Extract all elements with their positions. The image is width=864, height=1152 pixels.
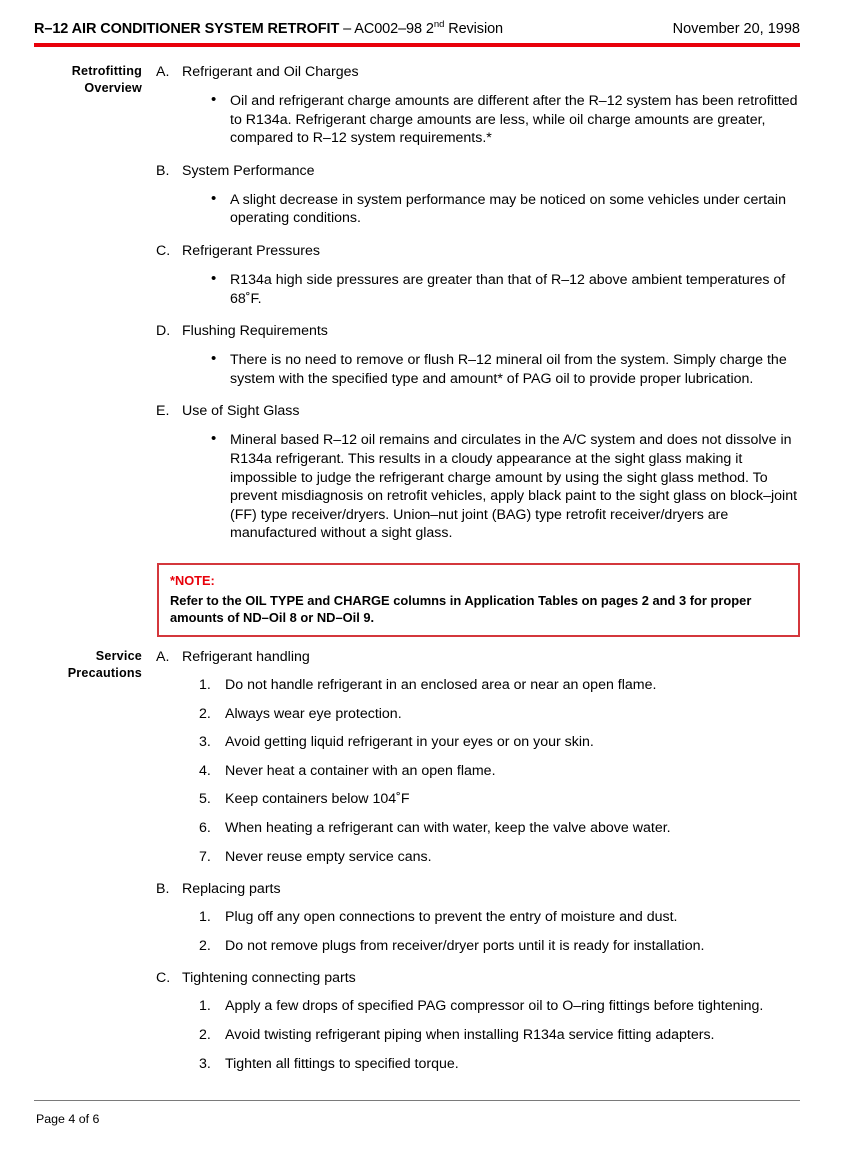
item-marker: A.	[156, 649, 170, 665]
step-text: Do not handle refrigerant in an enclosed area or near an open flame.	[225, 677, 657, 693]
footer-page-number: Page 4 of 6	[36, 1112, 100, 1126]
step-number: 4.	[199, 762, 211, 779]
header-document-number-post: Revision	[444, 21, 504, 37]
numbered-step	[199, 819, 804, 838]
margin-label-line-1: Service	[95, 649, 142, 663]
margin-label-line-2: Precautions	[67, 665, 142, 680]
step-text: Do not remove plugs from receiver/dryer ports until it is ready for installation.	[225, 937, 705, 954]
numbered-step	[199, 908, 804, 927]
step-text: Avoid twisting refrigerant piping when installing R134a service fitting adapters.	[225, 1026, 715, 1043]
step-text: Plug off any open connections to prevent the entry of moisture and dust.	[225, 909, 678, 926]
step-number: 1.	[199, 677, 211, 693]
numbered-step	[199, 762, 804, 781]
step-number: 6.	[199, 819, 211, 836]
list-item-d	[156, 322, 804, 340]
step-number: 1.	[199, 909, 211, 926]
step-number: 2.	[199, 937, 211, 954]
numbered-step	[199, 997, 804, 1016]
step-text: When heating a refrigerant can with water, keep the valve above water.	[225, 819, 671, 836]
step-text: Avoid getting liquid refrigerant in your eyes or on your skin.	[225, 734, 594, 751]
item-marker: C.	[156, 970, 171, 987]
list-item-b	[156, 162, 804, 180]
item-title: Refrigerant Pressures	[182, 242, 320, 259]
list-item-a	[156, 63, 804, 81]
numbered-step	[199, 937, 804, 956]
margin-label-line-1: Retrofitting	[71, 64, 142, 78]
header-ordinal-suffix: nd	[433, 19, 445, 31]
numbered-step	[199, 705, 804, 724]
numbered-step	[199, 790, 804, 809]
step-text: Always wear eye protection.	[225, 705, 402, 722]
bullet-text: Mineral based R–12 oil remains and circulates in the A/C system and does not dissolve in R134a refrigerant. This results in a cloudy appearance at the sight glass making it impossible to judge the refrigerant charge amount by using the sight glass method. To prevent misdiagnosis on retrofit vehicles, apply black paint to the sight glass on block–joint (FF) type receiver/dryers. Union–nut joint (BAG) type retrofit receiver/dryers are manufactured without a sight glass.	[230, 432, 798, 542]
item-marker: C.	[156, 242, 171, 259]
bullet-item	[209, 271, 804, 308]
precaution-item-b	[156, 880, 804, 898]
item-title: Flushing Requirements	[182, 323, 328, 340]
step-number: 5.	[199, 791, 211, 808]
item-marker: D.	[156, 323, 171, 340]
retrofitting-overview-content	[156, 63, 804, 543]
page-header	[34, 21, 800, 37]
service-precautions-content	[156, 648, 804, 1073]
bullet-dot-icon: •	[211, 269, 217, 287]
step-text: Never heat a container with an open flame.	[225, 762, 496, 779]
step-number: 2.	[199, 705, 211, 722]
step-text: Tighten all fittings to specified torque.	[225, 1055, 459, 1072]
note-title: *NOTE:	[170, 573, 215, 588]
bullet-dot-icon: •	[211, 189, 217, 207]
bullet-dot-icon: •	[211, 91, 217, 108]
bullet-text: A slight decrease in system performance may be noticed on some vehicles under certain operating conditions.	[230, 191, 786, 227]
step-number: 1.	[199, 998, 211, 1015]
list-item-e	[156, 402, 804, 420]
header-title-group	[34, 21, 503, 37]
numbered-step	[199, 1026, 804, 1045]
bullet-text: Oil and refrigerant charge amounts are different after the R–12 system has been retrofitted to R134a. Refrigerant charge amounts are less, while oil charge amounts are greater, compared to R–12 system requirements.*	[230, 93, 798, 147]
step-number: 3.	[199, 734, 211, 751]
item-title: Tightening connecting parts	[182, 970, 356, 987]
bullet-item	[209, 92, 804, 148]
bullet-text: R134a high side pressures are greater than that of R–12 above ambient temperatures of 68˚F.	[230, 271, 786, 307]
note-callout-box	[157, 563, 800, 637]
margin-label-retrofitting-overview	[34, 63, 142, 96]
item-title: Refrigerant handling	[182, 649, 310, 665]
page-title: R–12 AIR CONDITIONER SYSTEM RETROFIT	[34, 21, 340, 37]
margin-label-line-2: Overview	[84, 80, 142, 95]
step-text: Keep containers below 104˚F	[225, 791, 410, 808]
item-title: Refrigerant and Oil Charges	[182, 64, 359, 80]
margin-label-service-precautions	[34, 648, 142, 681]
bullet-item	[209, 431, 804, 543]
item-title: Replacing parts	[182, 881, 281, 898]
header-date: November 20, 1998	[672, 21, 800, 37]
step-number: 7.	[199, 848, 211, 865]
step-number: 2.	[199, 1026, 211, 1043]
header-document-number-pre: – AC002–98 2	[339, 21, 434, 37]
step-number: 3.	[199, 1055, 211, 1072]
list-item-c	[156, 242, 804, 260]
item-title: System Performance	[182, 162, 315, 179]
precaution-item-c	[156, 969, 804, 987]
step-text: Apply a few drops of specified PAG compressor oil to O–ring fittings before tightening.	[225, 998, 764, 1015]
note-body: Refer to the OIL TYPE and CHARGE columns in Application Tables on pages 2 and 3 for proper amounts of ND–Oil 8 or ND–Oil 9.	[170, 593, 752, 625]
numbered-step	[199, 733, 804, 752]
footer-rule	[34, 1100, 800, 1101]
item-marker: A.	[156, 64, 170, 80]
numbered-step	[199, 1055, 804, 1074]
bullet-item	[209, 191, 804, 228]
bullet-text: There is no need to remove or flush R–12 mineral oil from the system. Simply charge the system with the specified type and amount* of PAG oil to provide proper lubrication.	[230, 352, 787, 387]
numbered-step	[199, 848, 804, 867]
bullet-dot-icon: •	[211, 350, 217, 368]
item-title: Use of Sight Glass	[182, 403, 300, 420]
item-marker: B.	[156, 162, 170, 179]
bullet-item	[209, 351, 804, 388]
bullet-dot-icon: •	[211, 430, 217, 448]
item-marker: E.	[156, 403, 170, 420]
header-red-rule	[34, 43, 800, 47]
numbered-step	[199, 676, 804, 695]
item-marker: B.	[156, 881, 170, 898]
precaution-item-a	[156, 648, 804, 666]
step-text: Never reuse empty service cans.	[225, 848, 432, 865]
